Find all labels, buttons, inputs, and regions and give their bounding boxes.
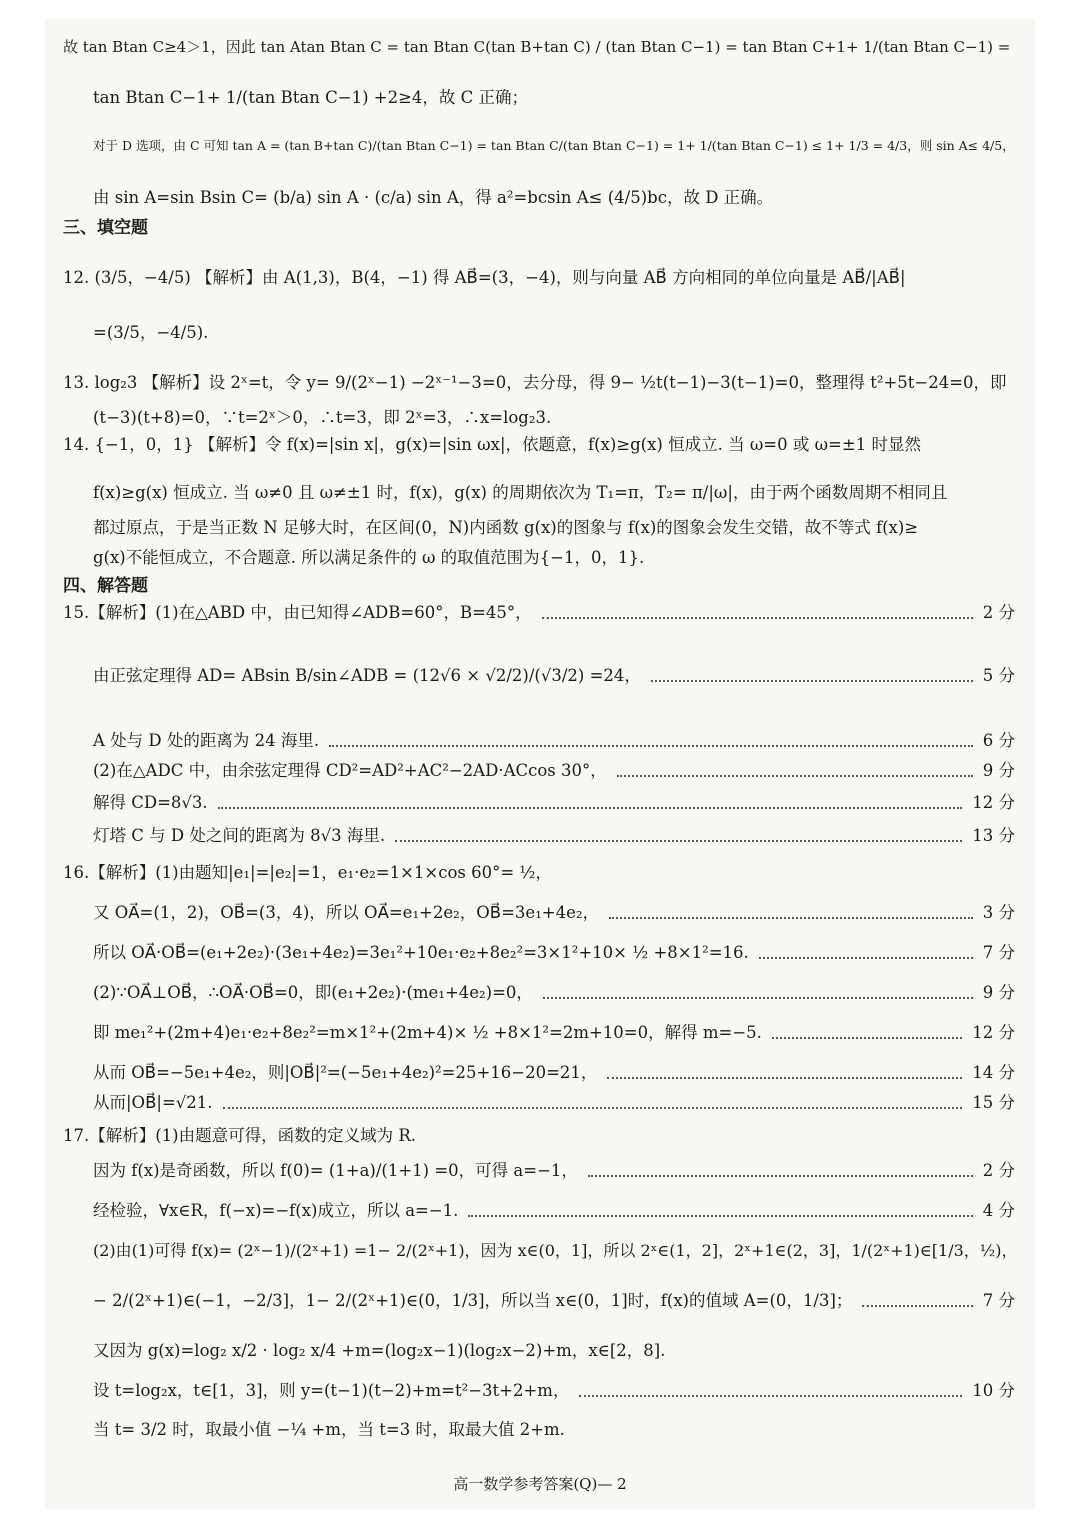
line-text: 故 tan Btan C≥4＞1，因此 tan Atan Btan C = tan Btan C(tan B+tan C) / (tan Btan C−1) = tan Btan C+1+ 1/(tan Btan C−1) = <box>63 38 1011 56</box>
score-points: 9 分 <box>982 983 1015 1002</box>
leader-dots <box>329 745 973 747</box>
line-text: 又 OA⃗=(1，2)，OB⃗=(3，4)，所以 OA⃗=e₁+2e₂，OB⃗=3e₁+4e₂， <box>93 903 600 922</box>
line-text: 即 me₁²+(2m+4)e₁·e₂+8e₂²=m×1²+(2m+4)× ½ +8×1²=2m+10=0，解得 m=−5. <box>93 1023 762 1042</box>
score-points: 2 分 <box>982 603 1015 622</box>
leader-dots <box>468 1215 973 1217</box>
leader-dots <box>395 840 962 842</box>
score-points: 13 分 <box>972 826 1015 845</box>
line-text: =(3/5，−4/5). <box>93 323 209 342</box>
line-text: (2)∵OA⃗⊥OB⃗，∴OA⃗·OB⃗=0，即(e₁+2e₂)·(me₁+4e₂)=0， <box>93 983 533 1002</box>
score-points: 10 分 <box>972 1381 1015 1400</box>
line-text: 因为 f(x)是奇函数，所以 f(0)= (1+a)/(1+1) =0，可得 a=−1， <box>93 1161 578 1180</box>
leader-dots <box>609 917 973 919</box>
line-text: 都过原点，于是当正数 N 足够大时，在区间(0，N)内函数 g(x)的图象与 f(x)的图象会发生交错，故不等式 f(x)≥ <box>93 518 919 537</box>
score-points: 3 分 <box>982 903 1015 922</box>
line-text: − 2/(2ˣ+1)∈(−1，−2/3]，1− 2/(2ˣ+1)∈(0，1/3]，所以当 x∈(0，1]时，f(x)的值域 A=(0，1/3]； <box>93 1291 853 1310</box>
score-points: 14 分 <box>972 1063 1015 1082</box>
score-points: 15 分 <box>972 1093 1015 1112</box>
leader-dots <box>617 775 973 777</box>
line-text: 16.【解析】(1)由题知|e₁|=|e₂|=1，e₁·e₂=1×1×cos 60°= ½， <box>63 863 552 882</box>
score-points: 6 分 <box>982 731 1015 750</box>
score-points: 7 分 <box>982 1291 1015 1310</box>
line-text: 15.【解析】(1)在△ABD 中，由已知得∠ADB=60°，B=45°， <box>63 603 532 622</box>
line-text: (2)在△ADC 中，由余弦定理得 CD²=AD²+AC²−2AD·ACcos 30°， <box>93 761 607 780</box>
line-text: f(x)≥g(x) 恒成立. 当 ω≠0 且 ω≠±1 时，f(x)，g(x) 的周期依次为 T₁=π，T₂= π/|ω|，由于两个函数周期不相同且 <box>93 483 948 502</box>
line-text: tan Btan C−1+ 1/(tan Btan C−1) +2≥4，故 C 正确； <box>93 88 529 107</box>
line-text: 14. {−1，0，1} 【解析】令 f(x)=|sin x|，g(x)=|sin ωx|，依题意，f(x)≥g(x) 恒成立. 当 ω=0 或 ω=±1 时显然 <box>63 435 921 454</box>
line-text: (2)由(1)可得 f(x)= (2ˣ−1)/(2ˣ+1) =1− 2/(2ˣ+1)，因为 x∈(0，1]，所以 2ˣ∈(1，2]，2ˣ+1∈(2，3]，1/(2ˣ+1)∈[1/3，½)， <box>93 1241 1018 1260</box>
score-points: 7 分 <box>982 943 1015 962</box>
leader-dots <box>579 1395 962 1397</box>
line-text: 设 t=log₂x，t∈[1，3]，则 y=(t−1)(t−2)+m=t²−3t+2+m， <box>93 1381 570 1400</box>
line-text: 三、填空题 <box>63 218 148 238</box>
line-text: 对于 D 选项，由 C 可知 tan A = (tan B+tan C)/(tan Btan C−1) = tan Btan C/(tan Btan C−1) = 1+ 1/(tan Btan C−1) ≤ 1+ 1/3 = 4/3，则 sin A≤ 4/5， <box>93 138 1015 153</box>
line-text: 解得 CD=8√3. <box>93 793 208 812</box>
page-footer: 高一数学参考答案(Q)— 2 <box>453 1475 627 1493</box>
line-text: 13. log₂3 【解析】设 2ˣ=t，令 y= 9/(2ˣ−1) −2ˣ⁻¹−3=0，去分母，得 9− ½t(t−1)−3(t−1)=0，整理得 t²+5t−24=0，即 <box>63 373 1007 392</box>
score-points: 12 分 <box>972 793 1015 812</box>
leader-dots <box>862 1305 973 1307</box>
line-text: 从而 OB⃗=−5e₁+4e₂，则|OB⃗|²=(−5e₁+4e₂)²=25+16−20=21， <box>93 1063 598 1082</box>
leader-dots <box>607 1077 962 1079</box>
line-text: 从而|OB⃗|=√21. <box>93 1093 213 1112</box>
line-text: 又因为 g(x)=log₂ x/2 · log₂ x/4 +m=(log₂x−1)(log₂x−2)+m，x∈[2，8]. <box>93 1341 666 1360</box>
score-points: 2 分 <box>982 1161 1015 1180</box>
score-points: 9 分 <box>982 761 1015 780</box>
leader-dots <box>651 680 973 682</box>
answer-sheet-page <box>45 18 1035 1510</box>
line-text: 经检验，∀x∈R，f(−x)=−f(x)成立，所以 a=−1. <box>93 1201 459 1220</box>
line-text: 当 t= 3/2 时，取最小值 −¼ +m，当 t=3 时，取最大值 2+m. <box>93 1420 565 1439</box>
leader-dots <box>543 997 973 999</box>
leader-dots <box>772 1037 962 1039</box>
leader-dots <box>759 957 973 959</box>
line-text: 灯塔 C 与 D 处之间的距离为 8√3 海里. <box>93 826 386 845</box>
leader-dots <box>218 807 962 809</box>
line-text: 四、解答题 <box>63 576 148 596</box>
leader-dots <box>542 617 973 619</box>
score-points: 4 分 <box>982 1201 1015 1220</box>
line-text: g(x)不能恒成立，不合题意. 所以满足条件的 ω 的取值范围为{−1，0，1}. <box>93 548 645 567</box>
line-text: 由正弦定理得 AD= ABsin B/sin∠ADB = (12√6 × √2/2)/(√3/2) =24， <box>93 666 641 685</box>
line-text: A 处与 D 处的距离为 24 海里. <box>93 731 320 750</box>
line-text: (t−3)(t+8)=0，∵t=2ˣ＞0，∴t=3，即 2ˣ=3，∴x=log₂3. <box>93 408 552 427</box>
line-text: 由 sin A=sin Bsin C= (b/a) sin A · (c/a) sin A，得 a²=bcsin A≤ (4/5)bc，故 D 正确。 <box>93 188 774 207</box>
score-points: 12 分 <box>972 1023 1015 1042</box>
line-text: 所以 OA⃗·OB⃗=(e₁+2e₂)·(3e₁+4e₂)=3e₁²+10e₁·e₂+8e₂²=3×1²+10× ½ +8×1²=16. <box>93 943 749 962</box>
line-text: 12. (3/5，−4/5) 【解析】由 A(1,3)，B(4，−1) 得 AB⃗=(3，−4)，则与向量 AB⃗ 方向相同的单位向量是 AB⃗/|AB⃗| <box>63 268 906 287</box>
line-text: 17.【解析】(1)由题意可得，函数的定义域为 R. <box>63 1126 417 1145</box>
score-points: 5 分 <box>982 666 1015 685</box>
leader-dots <box>223 1107 962 1109</box>
leader-dots <box>588 1175 973 1177</box>
